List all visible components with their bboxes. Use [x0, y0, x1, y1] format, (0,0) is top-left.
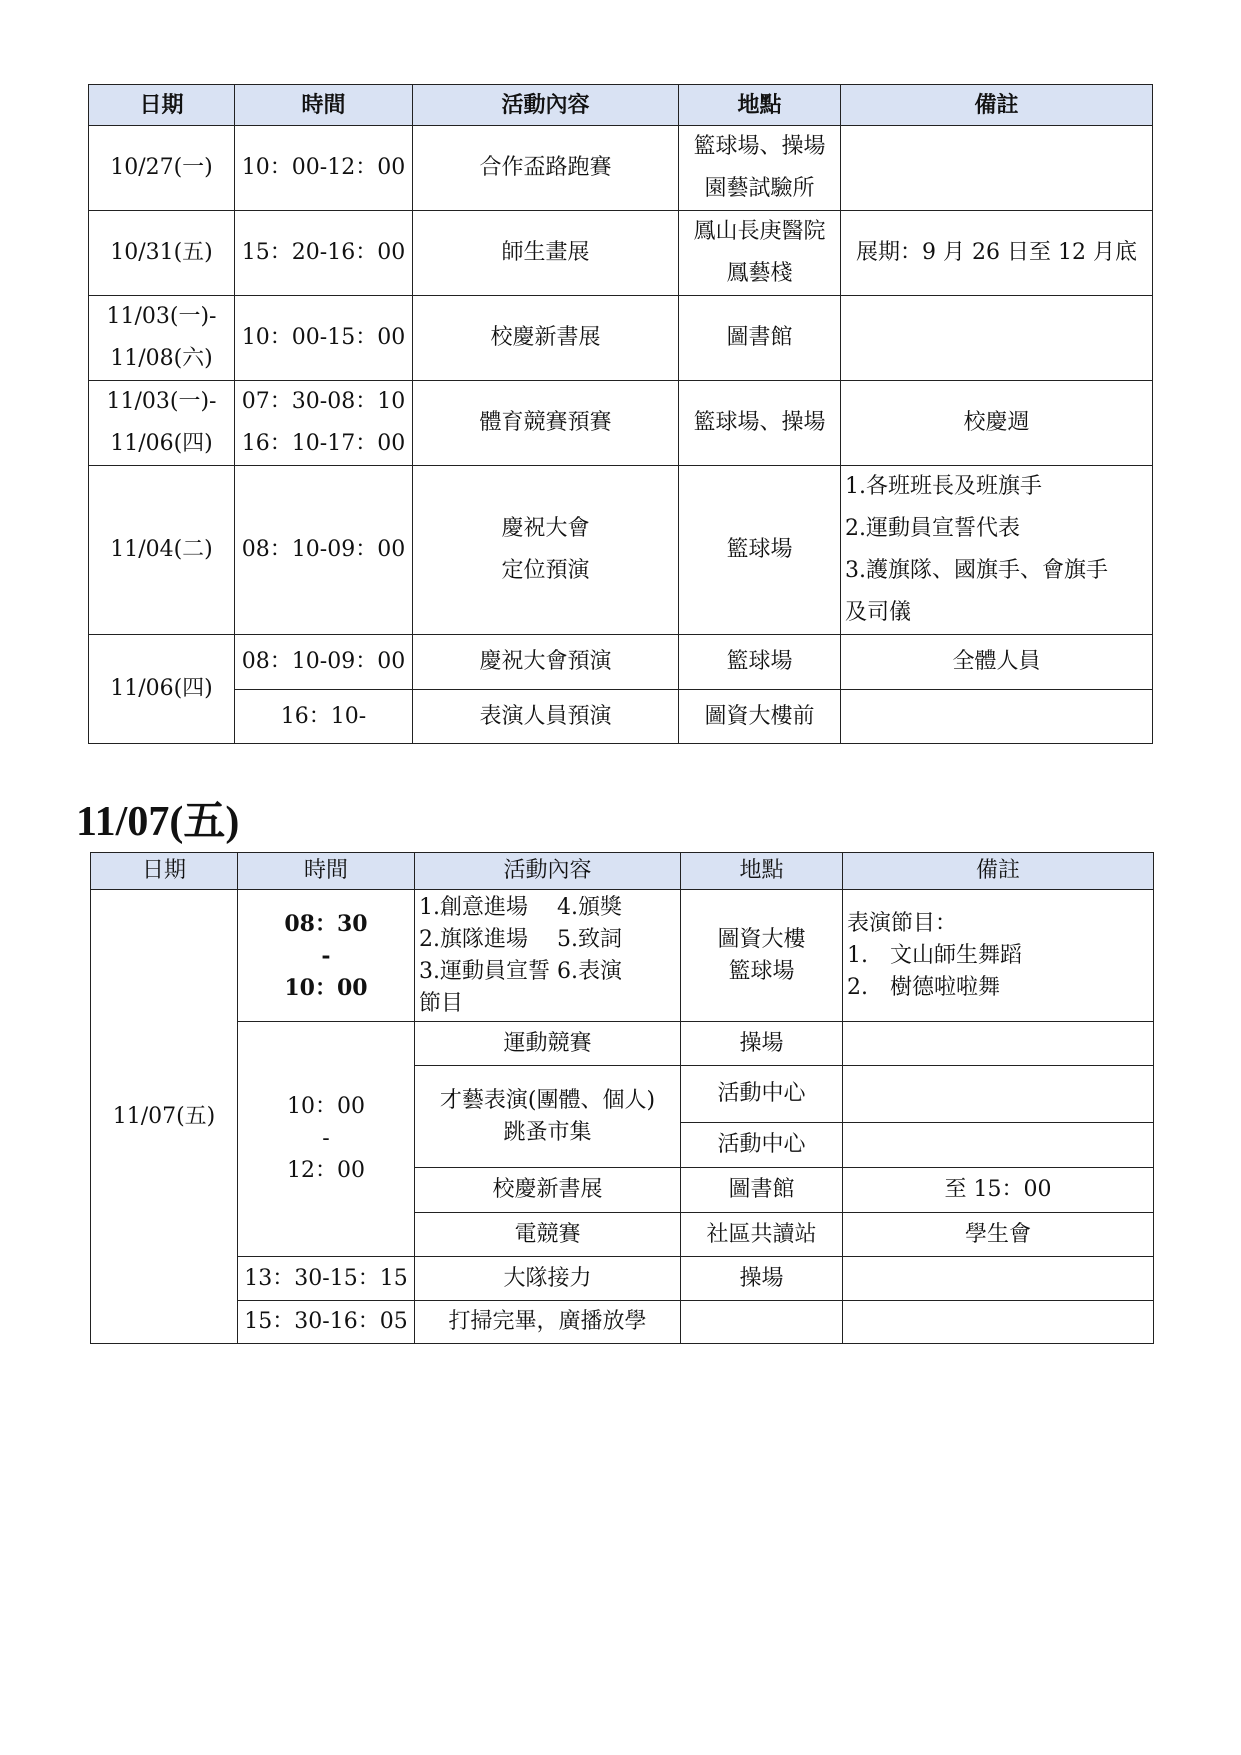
cell-note: 表演節目： 1. 文山師生舞蹈 2. 樹德啦啦舞 — [843, 890, 1154, 1022]
table-row — [89, 211, 1153, 296]
cell-note — [843, 1022, 1154, 1066]
cell-note — [843, 1257, 1154, 1301]
cell-place: 圖書館 — [679, 296, 841, 381]
cell-place: 操場 — [681, 1257, 843, 1301]
table-header-row — [89, 85, 1153, 126]
cell-time: 08：30 - 10：00 — [238, 890, 415, 1022]
cell-activity: 打掃完畢，廣播放學 — [415, 1301, 681, 1344]
cell-time: 15：30-16：05 — [238, 1301, 415, 1344]
cell-date: 11/03(一)- 11/08(六) — [89, 296, 235, 381]
table-row — [89, 126, 1153, 211]
table-row — [91, 1022, 1154, 1066]
cell-note — [841, 296, 1153, 381]
cell-place: 社區共讀站 — [681, 1213, 843, 1257]
header-note: 備註 — [843, 853, 1154, 890]
table-row — [89, 690, 1153, 744]
header-activity: 活動內容 — [413, 85, 679, 126]
cell-note — [843, 1066, 1154, 1123]
cell-activity: 校慶新書展 — [413, 296, 679, 381]
cell-place: 鳳山長庚醫院 鳳藝棧 — [679, 211, 841, 296]
cell-note: 校慶週 — [841, 381, 1153, 466]
table-row — [89, 296, 1153, 381]
table-row — [91, 1301, 1154, 1344]
cell-place: 籃球場 — [679, 635, 841, 690]
schedule-table-celebration-day — [90, 852, 1154, 1344]
table-row — [89, 635, 1153, 690]
cell-time: 08：10-09：00 — [235, 466, 413, 635]
cell-place: 籃球場、操場 園藝試驗所 — [679, 126, 841, 211]
cell-time: 13：30-15：15 — [238, 1257, 415, 1301]
cell-activity: 1.創意進場 4.頒獎 2.旗隊進場 5.致詞 3.運動員宣誓 6.表演 節目 — [415, 890, 681, 1022]
cell-date: 11/07(五) — [91, 890, 238, 1344]
header-place: 地點 — [681, 853, 843, 890]
cell-note — [843, 1301, 1154, 1344]
cell-place: 操場 — [681, 1022, 843, 1066]
cell-place: 活動中心 — [681, 1123, 843, 1168]
cell-note: 1.各班班長及班旗手 2.運動員宣誓代表 3.護旗隊、國旗手、會旗手 及司儀 — [841, 466, 1153, 635]
cell-place: 圖資大樓 籃球場 — [681, 890, 843, 1022]
cell-note: 至 15：00 — [843, 1168, 1154, 1213]
cell-place: 籃球場、操場 — [679, 381, 841, 466]
cell-place: 圖資大樓前 — [679, 690, 841, 744]
header-place: 地點 — [679, 85, 841, 126]
cell-activity: 合作盃路跑賽 — [413, 126, 679, 211]
table-header-row — [91, 853, 1154, 890]
cell-place: 籃球場 — [679, 466, 841, 635]
cell-time: 08：10-09：00 — [235, 635, 413, 690]
cell-time: 15：20-16：00 — [235, 211, 413, 296]
cell-time: 10：00-12：00 — [235, 126, 413, 211]
header-time: 時間 — [238, 853, 415, 890]
cell-activity: 表演人員預演 — [413, 690, 679, 744]
cell-time: 10：00-15：00 — [235, 296, 413, 381]
header-activity: 活動內容 — [415, 853, 681, 890]
cell-date: 10/31(五) — [89, 211, 235, 296]
header-time: 時間 — [235, 85, 413, 126]
header-date: 日期 — [91, 853, 238, 890]
cell-date: 11/04(二) — [89, 466, 235, 635]
section-title: 11/07(五) — [76, 799, 240, 845]
cell-activity: 校慶新書展 — [415, 1168, 681, 1213]
cell-activity: 才藝表演(團體、個人) 跳蚤市集 — [415, 1066, 681, 1168]
cell-activity: 運動競賽 — [415, 1022, 681, 1066]
cell-date: 10/27(一) — [89, 126, 235, 211]
header-note: 備註 — [841, 85, 1153, 126]
cell-note: 展期：9 月 26 日至 12 月底 — [841, 211, 1153, 296]
schedule-table-pre-week — [88, 84, 1153, 744]
cell-place — [681, 1301, 843, 1344]
cell-note: 學生會 — [843, 1213, 1154, 1257]
cell-date: 11/03(一)- 11/06(四) — [89, 381, 235, 466]
cell-note — [841, 126, 1153, 211]
cell-note — [841, 690, 1153, 744]
cell-activity: 電競賽 — [415, 1213, 681, 1257]
cell-activity: 師生畫展 — [413, 211, 679, 296]
cell-place: 活動中心 — [681, 1066, 843, 1123]
cell-activity: 大隊接力 — [415, 1257, 681, 1301]
cell-time: 10：00 - 12：00 — [238, 1022, 415, 1257]
cell-date: 11/06(四) — [89, 635, 235, 744]
table-row — [89, 466, 1153, 635]
table-row — [91, 890, 1154, 1022]
cell-activity: 體育競賽預賽 — [413, 381, 679, 466]
cell-activity: 慶祝大會預演 — [413, 635, 679, 690]
table-row — [89, 381, 1153, 466]
cell-time: 07：30-08：10 16：10-17：00 — [235, 381, 413, 466]
cell-note: 全體人員 — [841, 635, 1153, 690]
table-row — [91, 1257, 1154, 1301]
cell-time: 16：10- — [235, 690, 413, 744]
header-date: 日期 — [89, 85, 235, 126]
cell-note — [843, 1123, 1154, 1168]
cell-activity: 慶祝大會 定位預演 — [413, 466, 679, 635]
cell-place: 圖書館 — [681, 1168, 843, 1213]
